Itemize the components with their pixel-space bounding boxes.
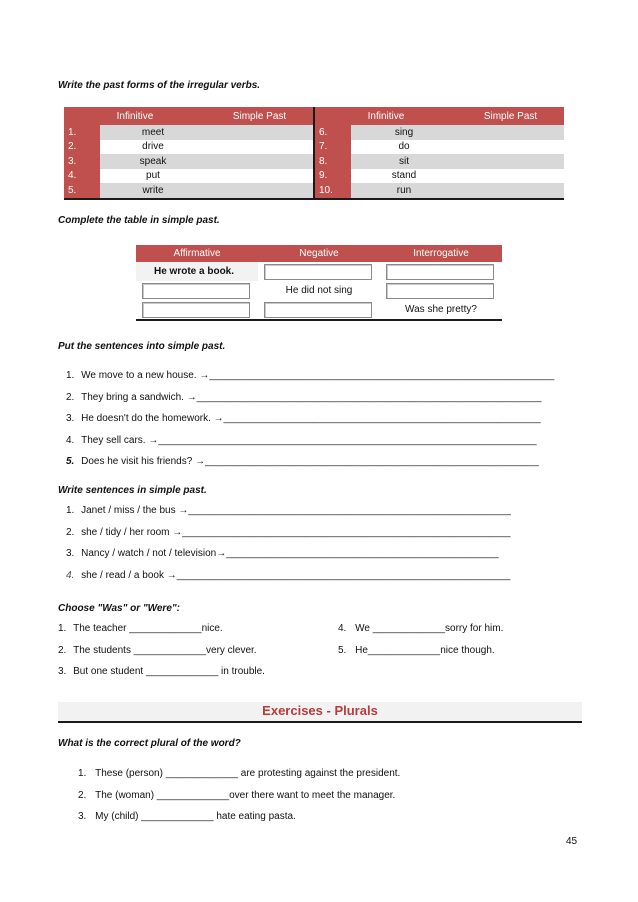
table-row xyxy=(64,125,564,140)
table-row xyxy=(136,262,502,281)
list-item xyxy=(58,666,265,677)
item-number: 2. xyxy=(66,392,75,403)
item-text[interactable]: But one student _____________ in trouble. xyxy=(73,666,265,677)
simple-past-answer[interactable] xyxy=(457,183,564,198)
item-text[interactable]: These (person) _____________ are protesting against the president. xyxy=(95,768,401,779)
list-item xyxy=(66,548,499,559)
infinitive-cell: speak xyxy=(100,154,206,169)
list-item xyxy=(338,623,503,634)
item-number: 4. xyxy=(338,623,347,634)
item-number: 1. xyxy=(78,768,87,779)
negative-input[interactable] xyxy=(264,302,372,318)
table-row xyxy=(64,140,564,155)
row-number: 3. xyxy=(64,154,100,169)
list-item xyxy=(66,435,537,446)
item-number: 1. xyxy=(66,505,75,516)
header-negative: Negative xyxy=(299,248,339,259)
simple-past-answer[interactable] xyxy=(457,140,564,155)
list-item xyxy=(78,768,400,779)
item-number: 3. xyxy=(66,413,75,424)
item-number: 4. xyxy=(66,435,75,446)
interrogative-given: Was she pretty? xyxy=(405,304,477,315)
list-item xyxy=(66,505,511,516)
negative-given: He did not sing xyxy=(285,285,353,296)
simple-past-answer[interactable] xyxy=(206,140,313,155)
item-text[interactable]: The teacher _____________nice. xyxy=(73,623,223,634)
item-text[interactable]: We _____________sorry for him. xyxy=(355,623,504,634)
instruction-was-were: Choose "Was" or "Were": xyxy=(58,603,180,614)
interrogative-input[interactable] xyxy=(386,283,494,299)
item-text[interactable]: Janet / miss / the bus →__________________________________________________________ xyxy=(81,505,511,516)
page-number: 45 xyxy=(566,836,578,847)
item-text[interactable]: Nancy / watch / not / television→_________________________________________________ xyxy=(81,548,499,559)
item-number: 3. xyxy=(66,548,75,559)
item-text[interactable]: she / tidy / her room →___________________________________________________________ xyxy=(81,527,511,538)
infinitive-cell: put xyxy=(146,170,160,182)
instruction-complete-table: Complete the table in simple past. xyxy=(58,215,220,226)
simple-past-answer[interactable] xyxy=(206,183,313,198)
header-simple-past-left: Simple Past xyxy=(232,110,287,122)
item-text[interactable]: My (child) _____________ hate eating pasta. xyxy=(95,811,296,822)
row-number: 8. xyxy=(315,154,351,169)
irregular-verbs-table xyxy=(64,107,564,200)
item-text[interactable]: The (woman) _____________over there want to meet the manager. xyxy=(95,790,396,801)
item-number: 1. xyxy=(66,370,75,381)
list-item xyxy=(58,623,223,634)
infinitive-cell: do xyxy=(398,141,410,153)
infinitive-cell: drive xyxy=(142,141,164,153)
simple-past-answer[interactable] xyxy=(457,169,564,184)
item-text[interactable]: He_____________nice though. xyxy=(355,645,495,656)
header-interrogative: Interrogative xyxy=(413,248,469,259)
header-infinitive-left: Infinitive xyxy=(116,110,154,122)
simple-past-answer[interactable] xyxy=(457,125,564,140)
item-number: 4. xyxy=(66,570,75,581)
affirmative-given: He wrote a book. xyxy=(136,262,258,281)
item-text[interactable]: They sell cars. →____________________________________________________________________ xyxy=(81,435,537,446)
row-number: 6. xyxy=(315,125,351,140)
simple-past-answer[interactable] xyxy=(457,154,564,169)
item-number: 3. xyxy=(78,811,87,822)
verbs-table-header xyxy=(64,107,564,125)
item-number: 2. xyxy=(58,645,67,656)
row-number: 4. xyxy=(64,169,100,184)
item-number: 5. xyxy=(66,456,75,467)
item-text[interactable]: she / read / a book →____________________________________________________________ xyxy=(81,570,511,581)
instruction-plurals: What is the correct plural of the word? xyxy=(58,738,241,749)
item-text[interactable]: He doesn't do the homework. →_________________________________________________________ xyxy=(81,413,541,424)
table-row xyxy=(64,154,564,169)
table-row xyxy=(136,300,502,319)
item-text[interactable]: They bring a sandwich. →______________________________________________________________ xyxy=(81,392,542,403)
simple-past-answer[interactable] xyxy=(206,125,313,140)
affirmative-input[interactable] xyxy=(142,302,250,318)
header-simple-past-right: Simple Past xyxy=(483,110,538,122)
table-row xyxy=(64,183,564,198)
instruction-irregular-verbs: Write the past forms of the irregular verbs. xyxy=(58,80,261,91)
item-text[interactable]: The students _____________very clever. xyxy=(73,645,257,656)
row-number: 2. xyxy=(64,140,100,155)
infinitive-cell: write xyxy=(100,183,206,198)
infinitive-cell: sing xyxy=(351,125,457,140)
table-bottom-rule xyxy=(64,198,564,200)
list-item xyxy=(66,370,554,381)
interrogative-input[interactable] xyxy=(386,264,494,280)
header-affirmative: Affirmative xyxy=(173,248,221,259)
affirmative-input[interactable] xyxy=(142,283,250,299)
list-item xyxy=(66,392,542,403)
list-item xyxy=(66,570,510,581)
row-number: 1. xyxy=(64,125,100,140)
item-number: 3. xyxy=(58,666,67,677)
item-number: 2. xyxy=(78,790,87,801)
row-number: 9. xyxy=(315,169,351,184)
row-number: 7. xyxy=(315,140,351,155)
header-infinitive-right: Infinitive xyxy=(367,110,405,122)
table-row xyxy=(64,169,564,184)
simple-past-answer[interactable] xyxy=(206,169,313,184)
list-item xyxy=(78,790,395,801)
infinitive-cell: sit xyxy=(351,154,457,169)
list-item xyxy=(58,645,257,656)
item-number: 2. xyxy=(66,527,75,538)
item-number: 5. xyxy=(338,645,347,656)
row-number: 5. xyxy=(64,183,100,198)
simple-past-table-header xyxy=(136,245,502,262)
negative-input[interactable] xyxy=(264,264,372,280)
infinitive-cell: stand xyxy=(391,170,417,182)
item-text[interactable]: We move to a new house. →______________________________________________________________ xyxy=(81,370,555,381)
list-item xyxy=(338,645,495,656)
row-number: 10. xyxy=(315,183,351,198)
simple-past-table xyxy=(136,245,502,321)
item-number: 1. xyxy=(58,623,67,634)
simple-past-answer[interactable] xyxy=(206,154,313,169)
section-title-plurals: Exercises - Plurals xyxy=(262,703,378,718)
list-item xyxy=(66,527,510,538)
table-row xyxy=(136,281,502,300)
table-bottom-rule xyxy=(136,319,502,321)
instruction-write-sentences: Write sentences in simple past. xyxy=(58,485,207,496)
list-item xyxy=(78,811,296,822)
infinitive-cell: run xyxy=(351,183,457,198)
instruction-simple-past-sentences: Put the sentences into simple past. xyxy=(58,341,226,352)
item-text[interactable]: Does he visit his friends? →____________________________________________________________ xyxy=(81,456,539,467)
infinitive-cell: meet xyxy=(100,125,206,140)
list-item xyxy=(66,413,541,424)
list-item xyxy=(66,456,539,467)
